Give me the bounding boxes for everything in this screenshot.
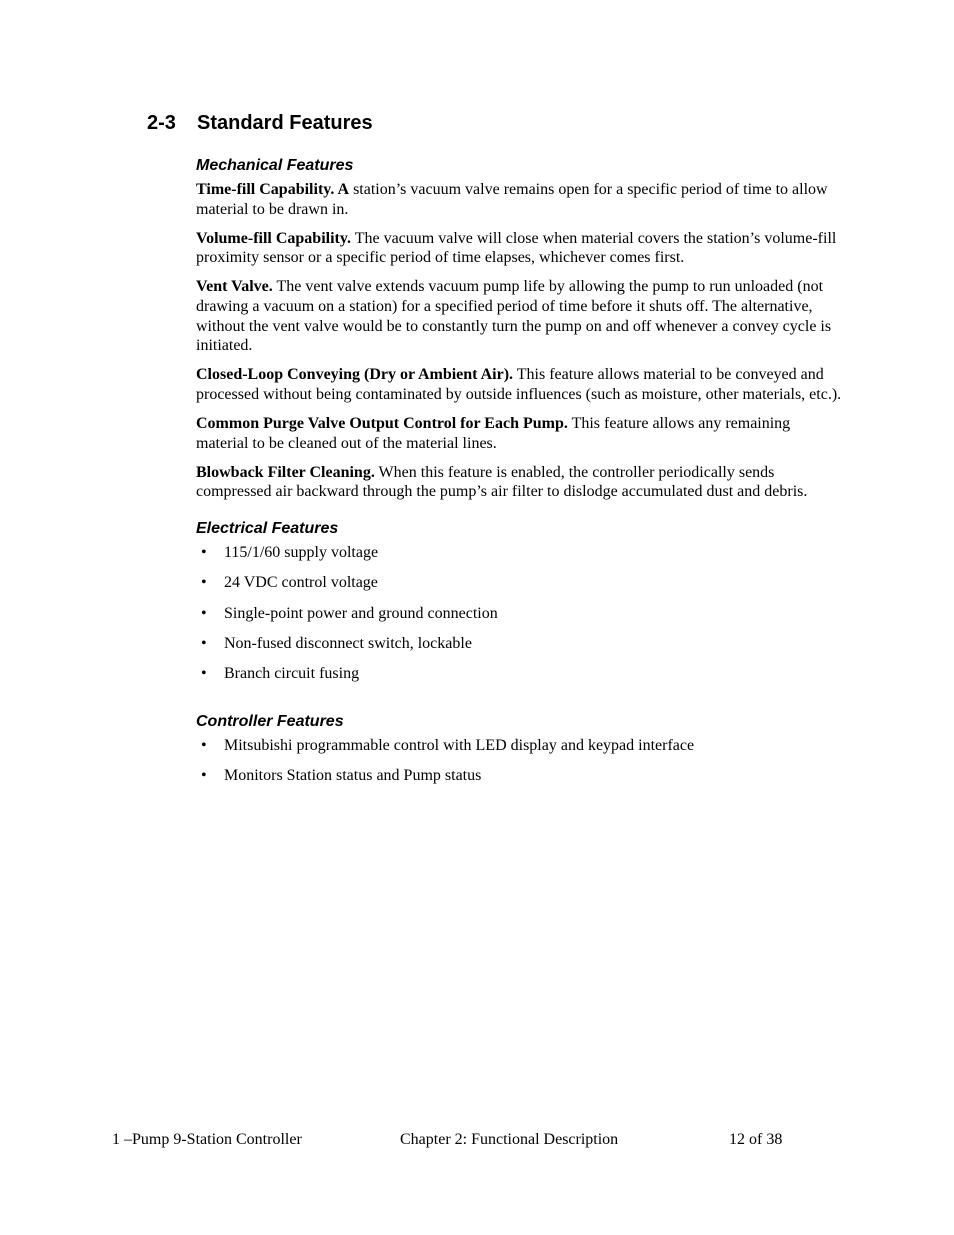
feature-paragraph	[196, 277, 846, 355]
section-heading	[147, 112, 373, 135]
feature-paragraph	[196, 229, 846, 268]
electrical-features-heading: Electrical Features	[196, 520, 339, 538]
section-content	[196, 156, 846, 796]
list-item: • 24 VDC control voltage	[201, 574, 378, 592]
list-item: • Single-point power and ground connection	[201, 604, 498, 622]
controller-features-heading: Controller Features	[196, 712, 344, 730]
feature-text: station’s vacuum valve remains open for a specific period of time to allow material to be drawn in.	[196, 181, 828, 218]
list-item: • Mitsubishi programmable control with LED display and keypad interface	[201, 736, 695, 754]
controller-features-list	[196, 736, 846, 786]
electrical-features-list	[196, 543, 846, 683]
feature-term: Common Purge Valve Output Control for Each Pump.	[196, 414, 568, 432]
feature-text: The vent valve extends vacuum pump life by allowing the pump to run unloaded (not drawing a vacuum on a station) for a specified period of time before it shuts off. The alternative, without the vent valve would be to constantly turn the pump on and off whenever a convey cycle is initiated.	[196, 278, 832, 355]
feature-term: Volume-fill Capability.	[196, 229, 351, 247]
feature-text: This feature allows any remaining material to be cleaned out of the material lines.	[196, 414, 791, 452]
footer-page-number: 12 of 38	[729, 1131, 783, 1148]
feature-term: Closed-Loop Conveying (Dry or Ambient Air).	[196, 366, 514, 384]
footer-document-title: 1 –Pump 9-Station Controller	[112, 1131, 302, 1148]
bullet-icon: •	[201, 664, 207, 682]
list-item: • Monitors Station status and Pump status	[201, 766, 482, 784]
list-item: • 115/1/60 supply voltage	[201, 544, 379, 562]
feature-paragraph	[196, 180, 846, 219]
bullet-icon: •	[201, 634, 207, 652]
feature-paragraph	[196, 414, 846, 453]
mechanical-features-heading: Mechanical Features	[196, 157, 354, 174]
feature-text: The vacuum valve will close when material covers the station’s volume-fill proximity sensor or a specific period of time elapses, whichever comes first.	[196, 229, 837, 267]
feature-term: Blowback Filter Cleaning.	[196, 463, 375, 481]
feature-paragraph	[196, 463, 846, 502]
bullet-icon: •	[201, 574, 207, 592]
section-title: Standard Features	[197, 112, 373, 134]
bullet-icon: •	[201, 766, 207, 784]
feature-term: Time-fill Capability. A	[196, 181, 350, 198]
section-number: 2-3	[147, 112, 176, 134]
page-footer	[0, 1130, 954, 1152]
bullet-icon: •	[201, 736, 207, 754]
list-item: • Branch circuit fusing	[201, 664, 360, 682]
bullet-icon: •	[201, 544, 207, 562]
bullet-icon: •	[201, 604, 207, 622]
list-item: • Non-fused disconnect switch, lockable	[201, 634, 472, 652]
feature-paragraph	[196, 365, 846, 404]
footer-chapter: Chapter 2: Functional Description	[400, 1131, 619, 1148]
feature-text: This feature allows material to be conveyed and processed without being contaminated by outside influences (such as moisture, other materials, etc.).	[196, 366, 842, 403]
feature-term: Vent Valve.	[196, 278, 273, 296]
feature-text: When this feature is enabled, the controller periodically sends compressed air backward through the pump’s air filter to dislodge accumulated dust and debris.	[196, 463, 808, 501]
